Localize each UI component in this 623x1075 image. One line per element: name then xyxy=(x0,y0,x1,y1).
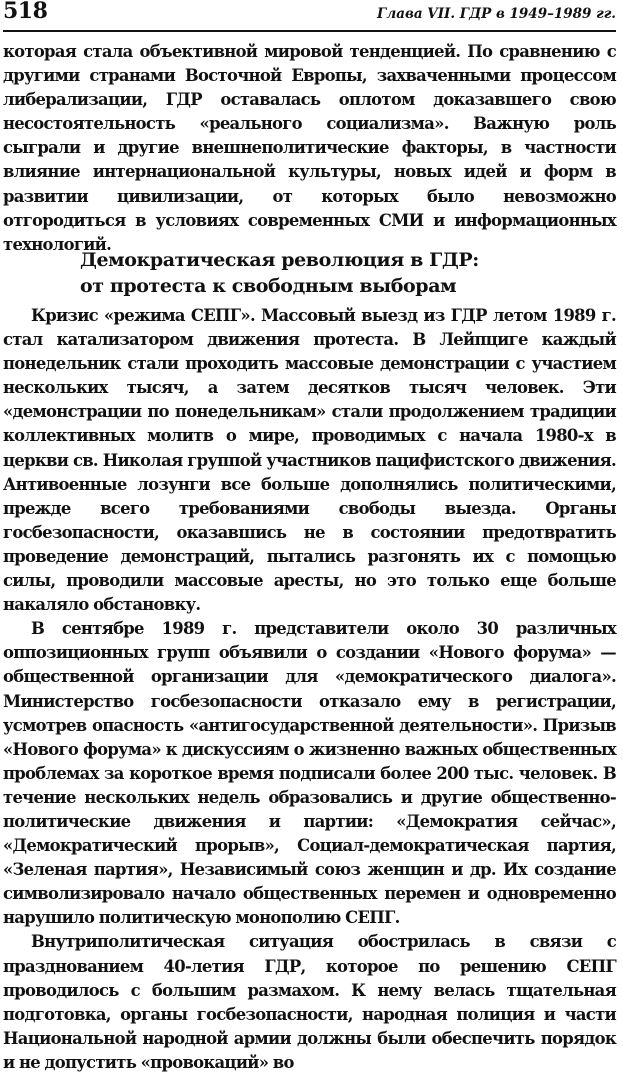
paragraph-new-forum: В сентябре 1989 г. представители около 30 различных оппозиционных групп объявили о создании «Нового форума» — общественной организации для «демократического диалога». Министерство госбезопасности отказало ему в регистрации, усмотрев опасность «антигосударственной деятельности». Призыв «Нового форума» к дискуссиям о жизненно важных общественных проблемах за короткое время подписали более 200 тыс. человек. В течение нескольких недель образовались и другие общественно-политические движения и партии: «Демократия сейчас», «Демократический прорыв», Социал-демократическая партия, «Зеленая партия», Независимый союз женщин и др. Их создание символизировало начало общественных перемен и одновременно нарушило политическую монополию СЕПГ. xyxy=(3,619,616,928)
section-heading xyxy=(80,247,580,299)
paragraph-crisis-text: Массовый выезд из ГДР летом 1989 г. стал катализатором движения протеста. В Лейпциге каждый понедельник стали проходить массовые демонстрации с участием нескольких тысяч, а затем десятков тысяч человек. Эти «демонстрации по понедельникам» стали продолжением традиции коллективных молитв о мире, проводимых с начала 1980-х в церкви св. Николая группой участников пацифистского движения. Антивоенные лозунги все больше дополнялись политическими, прежде всего требованиями свободы выезда. Органы госбезопасности, оказавшись не в состоянии предотвратить проведение демонстраций, пытались разгонять их с помощью силы, проводили массовые аресты, но это только еще больше накаляло обстановку. xyxy=(3,306,616,615)
page-number: 518 xyxy=(3,0,48,24)
text-block-main xyxy=(3,304,616,1075)
text-block-top xyxy=(3,40,616,257)
section-heading-line-1: Демократическая революция в ГДР: xyxy=(80,249,479,271)
paragraph-lead-in: Кризис «режима СЕПГ». xyxy=(31,306,255,325)
running-head: Глава VII. ГДР в 1949–1989 гг. xyxy=(377,6,616,22)
paragraph-anniversary: Внутриполитическая ситуация обострилась в связи с празднованием 40-летия ГДР, которое по решению СЕПГ проводилось с большим размахом. К нему велась тщательная подготовка, органы госбезопасности, народная полиция и части Национальной народной армии должны были обеспечить порядок и не допустить «провокаций» во xyxy=(3,932,616,1072)
section-heading-line-2: от протеста к свободным выборам xyxy=(80,275,457,297)
paragraph-crisis xyxy=(3,304,616,617)
paragraph-continuation: которая стала объективной мировой тенденцией. По сравнению с другими странами Восточной Европы, захваченными процессом либерализации, ГДР оставалась оплотом доказавшего свою несостоятельность «реального социализма». Важную роль сыграли и другие внешнеполитические факторы, в частности влияние интернациональной культуры, новых идей и форм в развитии цивилизации, от которых было невозможно отгородиться в условиях современных СМИ и информационных технологий. xyxy=(3,42,616,254)
page-header xyxy=(3,0,616,32)
